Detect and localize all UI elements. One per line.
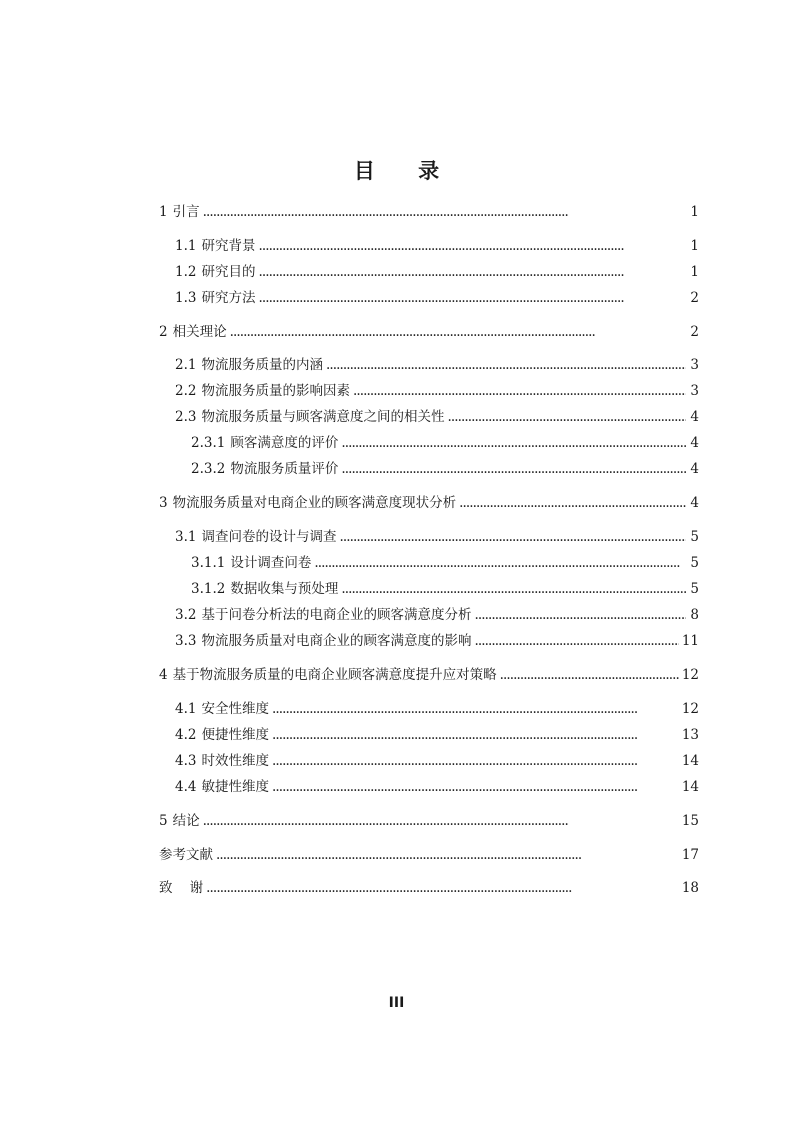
toc-entry-title: 研究背景 [201, 238, 256, 254]
toc-entry-number: 2.3 [175, 409, 197, 425]
dot-leader [272, 699, 679, 719]
toc-entry-title: 便捷性维度 [201, 727, 269, 743]
toc-entry-number: 4.4 [175, 779, 197, 795]
toc-entry-title: 结论 [172, 813, 200, 829]
dot-leader [500, 665, 679, 685]
toc-entry-page: 13 [681, 727, 699, 743]
toc-entry-title: 基于问卷分析法的电商企业的顾客满意度分析 [201, 607, 472, 623]
dot-leader [272, 777, 679, 797]
toc-entry-number: 1.2 [175, 264, 197, 280]
toc-entry-number: 5 [159, 813, 168, 829]
toc-entry-number: 2.2 [175, 383, 197, 399]
dot-leader [272, 751, 679, 771]
dot-leader [230, 322, 686, 342]
toc-entry-page: 4 [690, 461, 699, 477]
toc-entry-title: 研究方法 [201, 290, 256, 306]
toc-entry-title: 基于物流服务质量的电商企业顾客满意度提升应对策略 [172, 667, 497, 683]
toc-entry-title: 敏捷性维度 [201, 779, 269, 795]
toc-entry-page: 12 [681, 667, 699, 683]
toc-entry-page: 2 [690, 324, 699, 340]
toc-entry-page: 4 [690, 409, 699, 425]
toc-entry-number: 4.3 [175, 753, 197, 769]
toc-entry-number: 2.1 [175, 357, 197, 373]
toc-entry-title: 参考文献 [159, 847, 213, 863]
toc-entry-section[interactable] [175, 631, 699, 651]
toc-entry-title: 引言 [172, 204, 200, 220]
toc-entry-number: 3.2 [175, 607, 197, 623]
toc-entry-number: 3.1.1 [191, 555, 226, 571]
toc-entry-title: 致 谢 [159, 880, 204, 896]
toc-entry-subsection[interactable] [191, 579, 699, 599]
toc-entry-number: 2 [159, 324, 168, 340]
toc-entry-subsection[interactable] [191, 553, 699, 573]
toc-entry-number: 4.2 [175, 727, 197, 743]
toc-entry-title: 研究目的 [201, 264, 256, 280]
toc-entry-page: 8 [690, 607, 699, 623]
toc-entry-page: 5 [690, 529, 699, 545]
toc-entry-section[interactable] [175, 262, 699, 282]
toc-entry-title: 时效性维度 [201, 753, 269, 769]
toc-entry-number: 1.3 [175, 290, 197, 306]
toc-entry-number: 1 [159, 204, 168, 220]
toc-entry-chapter[interactable] [159, 811, 699, 831]
dot-leader [216, 845, 679, 865]
toc-entry-title: 物流服务质量对电商企业的顾客满意度的影响 [201, 633, 472, 649]
toc-entry-number: 4.1 [175, 701, 197, 717]
toc-entry-section[interactable] [175, 527, 699, 547]
toc-entry-section[interactable] [175, 407, 699, 427]
dot-leader [341, 459, 686, 479]
dot-leader [258, 262, 686, 282]
toc-entry-title: 物流服务质量的内涵 [201, 357, 323, 373]
dot-leader [447, 407, 686, 427]
dot-leader [314, 553, 686, 573]
toc-entry-title: 物流服务质量评价 [230, 461, 339, 477]
toc-entry-page: 2 [690, 290, 699, 306]
dot-leader [272, 725, 679, 745]
toc-entry-section[interactable] [175, 355, 699, 375]
toc-entry-chapter[interactable] [159, 322, 699, 342]
toc-entry-title: 调查问卷的设计与调查 [201, 529, 337, 545]
dot-leader [258, 288, 686, 308]
page-title: 目 录 [353, 159, 458, 183]
dot-leader [353, 381, 686, 401]
toc-entry-section[interactable] [175, 605, 699, 625]
toc-entry-title: 数据收集与预处理 [230, 581, 339, 597]
toc-entry-references[interactable] [159, 845, 699, 865]
toc-entry-number: 3.1.2 [191, 581, 226, 597]
toc-entry-page: 17 [681, 847, 699, 863]
dot-leader [341, 433, 686, 453]
toc-entry-section[interactable] [175, 751, 699, 771]
toc-entry-chapter[interactable] [159, 493, 699, 513]
toc-entry-chapter[interactable] [159, 202, 699, 222]
toc-entry-number: 3.1 [175, 529, 197, 545]
toc-entry-page: 12 [681, 701, 699, 717]
toc-entry-page: 14 [681, 753, 699, 769]
dot-leader [203, 202, 686, 222]
toc-entry-number: 4 [159, 667, 168, 683]
toc-entry-number: 3.3 [175, 633, 197, 649]
dot-leader [474, 605, 686, 625]
toc-entry-chapter[interactable] [159, 665, 699, 685]
toc-entry-acknowledgements[interactable] [159, 878, 699, 898]
dot-leader [339, 527, 686, 547]
toc-entry-number: 1.1 [175, 238, 197, 254]
toc-entry-page: 5 [690, 581, 699, 597]
toc-entry-title: 物流服务质量与顾客满意度之间的相关性 [201, 409, 445, 425]
toc-entry-page: 5 [690, 555, 699, 571]
toc-entry-page: 1 [690, 238, 699, 254]
dot-leader [459, 493, 686, 513]
toc-entry-number: 2.3.1 [191, 435, 226, 451]
toc-entry-page: 1 [690, 204, 699, 220]
dot-leader [258, 236, 686, 256]
toc-entry-page: 4 [690, 495, 699, 511]
toc-entry-section[interactable] [175, 381, 699, 401]
toc-entry-section[interactable] [175, 725, 699, 745]
toc-entry-page: 14 [681, 779, 699, 795]
toc-entry-title: 设计调查问卷 [230, 555, 312, 571]
toc-entry-title: 物流服务质量的影响因素 [201, 383, 350, 399]
toc-entry-page: 15 [681, 813, 699, 829]
toc-entry-title: 顾客满意度的评价 [230, 435, 339, 451]
toc-entry-section[interactable] [175, 777, 699, 797]
toc-entry-section[interactable] [175, 699, 699, 719]
toc-entry-subsection[interactable] [191, 459, 699, 479]
toc-entry-number: 3 [159, 495, 168, 511]
dot-leader [203, 811, 679, 831]
toc-entry-page: 3 [690, 357, 699, 373]
toc-entry-page: 1 [690, 264, 699, 280]
page-number: III [388, 995, 405, 1011]
toc-entry-page: 11 [681, 633, 699, 649]
toc-entry-page: 18 [681, 880, 699, 896]
toc-entry-section[interactable] [175, 236, 699, 256]
dot-leader [341, 579, 686, 599]
toc-entry-title: 相关理论 [172, 324, 227, 340]
toc-entry-page: 4 [690, 435, 699, 451]
dot-leader [474, 631, 678, 651]
dot-leader [206, 878, 679, 898]
toc-entry-number: 2.3.2 [191, 461, 226, 477]
dot-leader [326, 355, 686, 375]
toc-entry-section[interactable] [175, 288, 699, 308]
toc-entry-title: 物流服务质量对电商企业的顾客满意度现状分析 [172, 495, 457, 511]
toc-entry-subsection[interactable] [191, 433, 699, 453]
toc-entry-page: 3 [690, 383, 699, 399]
toc-entry-title: 安全性维度 [201, 701, 269, 717]
